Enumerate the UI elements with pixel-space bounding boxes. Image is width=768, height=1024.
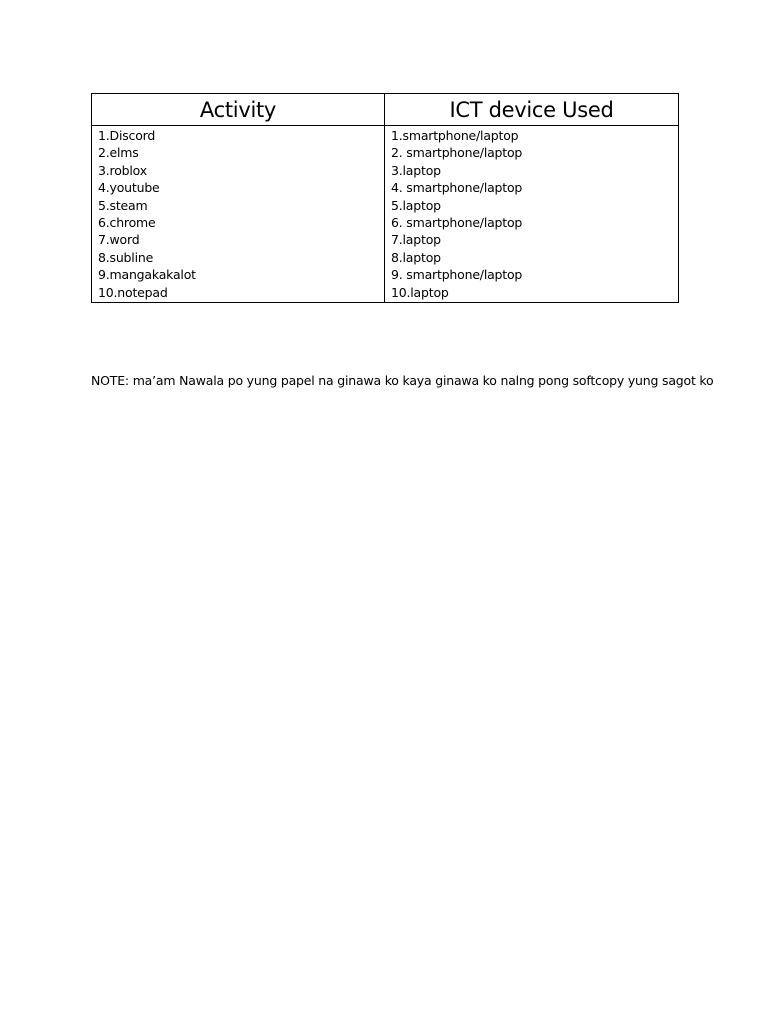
table-row [92, 126, 679, 303]
device-cell [385, 126, 679, 303]
device-item: 9. smartphone/laptop [391, 267, 523, 283]
device-item: 6. smartphone/laptop [391, 214, 523, 230]
device-item: 10.laptop [391, 284, 449, 300]
activity-item: 2.elms [98, 145, 139, 161]
activity-item: 4.youtube [98, 180, 160, 196]
activity-item: 10.notepad [98, 284, 168, 300]
note-paragraph: NOTE: ma’am Nawala po yung papel na ginawa ko kaya ginawa ko nalng pong softcopy yung sagot ko [91, 372, 714, 388]
device-list [391, 127, 672, 301]
activity-item: 3.roblox [98, 162, 147, 178]
device-item: 3.laptop [391, 162, 441, 178]
header-activity: Activity [92, 94, 385, 126]
activity-device-table [91, 93, 679, 303]
header-ict-device-used: ICT device Used [385, 94, 679, 126]
device-item: 5.laptop [391, 197, 441, 213]
activity-cell [92, 126, 385, 303]
device-item: 7.laptop [391, 232, 441, 248]
device-item: 1.smartphone/laptop [391, 128, 519, 143]
activity-item: 8.subline [98, 249, 154, 265]
activity-item: 1.Discord [98, 128, 156, 143]
table-header-row [92, 94, 679, 126]
activity-item: 5.steam [98, 197, 148, 213]
activity-item: 9.mangakakalot [98, 267, 196, 283]
device-item: 8.laptop [391, 249, 441, 265]
activity-list [98, 127, 378, 301]
activity-item: 7.word [98, 232, 140, 248]
activity-item: 6.chrome [98, 214, 156, 230]
device-item: 4. smartphone/laptop [391, 180, 523, 196]
device-item: 2. smartphone/laptop [391, 145, 523, 161]
